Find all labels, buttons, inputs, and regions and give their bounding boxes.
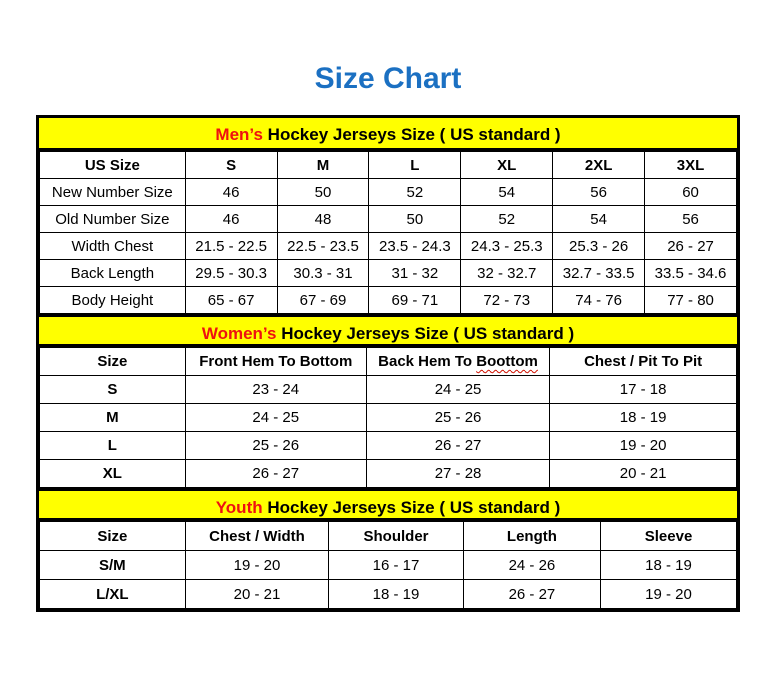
table-row bbox=[40, 376, 737, 404]
column-header: S bbox=[185, 152, 277, 179]
mens-section-header-text: Hockey Jerseys Size ( US standard ) bbox=[262, 125, 561, 144]
womens-table-body bbox=[40, 376, 737, 488]
cell-value: 24 - 25 bbox=[185, 404, 366, 432]
row-label: L/XL bbox=[40, 580, 186, 609]
cell-value: 26 - 27 bbox=[645, 233, 737, 260]
column-header: Length bbox=[463, 522, 600, 551]
column-header: Size bbox=[40, 522, 186, 551]
cell-value: 18 - 19 bbox=[601, 551, 737, 580]
header-row bbox=[40, 152, 737, 179]
table-row bbox=[40, 260, 737, 287]
cell-value: 65 - 67 bbox=[185, 287, 277, 314]
row-label: M bbox=[40, 404, 186, 432]
cell-value: 52 bbox=[461, 206, 553, 233]
column-header: Chest / Width bbox=[185, 522, 329, 551]
misspelled-word: Boottom bbox=[476, 353, 538, 370]
cell-value: 19 - 20 bbox=[601, 580, 737, 609]
table-row bbox=[40, 179, 737, 206]
youth-section bbox=[39, 488, 737, 609]
column-header: Size bbox=[40, 348, 186, 376]
cell-value: 26 - 27 bbox=[463, 580, 600, 609]
cell-value: 18 - 19 bbox=[550, 404, 737, 432]
column-header: Shoulder bbox=[329, 522, 464, 551]
table-row bbox=[40, 460, 737, 488]
womens-section-header bbox=[39, 314, 737, 347]
cell-value: 26 - 27 bbox=[185, 460, 366, 488]
youth-section-header bbox=[39, 488, 737, 521]
cell-value: 18 - 19 bbox=[329, 580, 464, 609]
cell-value: 50 bbox=[369, 206, 461, 233]
cell-value: 24 - 26 bbox=[463, 551, 600, 580]
column-header: Front Hem To Bottom bbox=[185, 348, 366, 376]
cell-value: 25 - 26 bbox=[366, 404, 549, 432]
mens-size-table bbox=[39, 151, 737, 314]
row-label: New Number Size bbox=[40, 179, 186, 206]
cell-value: 24 - 25 bbox=[366, 376, 549, 404]
cell-value: 46 bbox=[185, 206, 277, 233]
row-label: XL bbox=[40, 460, 186, 488]
womens-table-header bbox=[40, 348, 737, 376]
cell-value: 54 bbox=[553, 206, 645, 233]
youth-table-header bbox=[40, 522, 737, 551]
cell-value: 52 bbox=[369, 179, 461, 206]
cell-value: 30.3 - 31 bbox=[277, 260, 369, 287]
cell-value: 20 - 21 bbox=[550, 460, 737, 488]
cell-value: 19 - 20 bbox=[550, 432, 737, 460]
youth-section-header-text: Hockey Jerseys Size ( US standard ) bbox=[262, 498, 561, 517]
table-row bbox=[40, 551, 737, 580]
cell-value: 22.5 - 23.5 bbox=[277, 233, 369, 260]
cell-value: 33.5 - 34.6 bbox=[645, 260, 737, 287]
cell-value: 19 - 20 bbox=[185, 551, 329, 580]
womens-section-header-highlight: Women’s bbox=[201, 324, 277, 343]
row-label: L bbox=[40, 432, 186, 460]
mens-table-header bbox=[40, 152, 737, 179]
column-header: XL bbox=[461, 152, 553, 179]
youth-size-table bbox=[39, 521, 737, 609]
cell-value: 32 - 32.7 bbox=[461, 260, 553, 287]
womens-section-header-text: Hockey Jerseys Size ( US standard ) bbox=[276, 324, 575, 343]
cell-value: 20 - 21 bbox=[185, 580, 329, 609]
row-label: S bbox=[40, 376, 186, 404]
womens-section bbox=[39, 314, 737, 488]
column-header: 2XL bbox=[553, 152, 645, 179]
header-row bbox=[40, 522, 737, 551]
table-row bbox=[40, 287, 737, 314]
cell-value: 17 - 18 bbox=[550, 376, 737, 404]
cell-value: 29.5 - 30.3 bbox=[185, 260, 277, 287]
cell-value: 25 - 26 bbox=[185, 432, 366, 460]
cell-value: 32.7 - 33.5 bbox=[553, 260, 645, 287]
cell-value: 48 bbox=[277, 206, 369, 233]
cell-value: 67 - 69 bbox=[277, 287, 369, 314]
column-header: 3XL bbox=[645, 152, 737, 179]
row-label: Old Number Size bbox=[40, 206, 186, 233]
table-row bbox=[40, 580, 737, 609]
column-header: US Size bbox=[40, 152, 186, 179]
row-label: Body Height bbox=[40, 287, 186, 314]
table-row bbox=[40, 404, 737, 432]
cell-value: 26 - 27 bbox=[366, 432, 549, 460]
column-header: Back Hem To Boottom bbox=[366, 348, 549, 376]
table-row bbox=[40, 233, 737, 260]
mens-table-body bbox=[40, 179, 737, 314]
cell-value: 56 bbox=[645, 206, 737, 233]
table-row bbox=[40, 206, 737, 233]
cell-value: 72 - 73 bbox=[461, 287, 553, 314]
cell-value: 25.3 - 26 bbox=[553, 233, 645, 260]
row-label: Back Length bbox=[40, 260, 186, 287]
cell-value: 27 - 28 bbox=[366, 460, 549, 488]
cell-value: 24.3 - 25.3 bbox=[461, 233, 553, 260]
cell-value: 50 bbox=[277, 179, 369, 206]
cell-value: 21.5 - 22.5 bbox=[185, 233, 277, 260]
youth-table-body bbox=[40, 551, 737, 609]
cell-value: 77 - 80 bbox=[645, 287, 737, 314]
cell-value: 54 bbox=[461, 179, 553, 206]
column-header: Sleeve bbox=[601, 522, 737, 551]
row-label: S/M bbox=[40, 551, 186, 580]
header-row bbox=[40, 348, 737, 376]
column-header: M bbox=[277, 152, 369, 179]
cell-value: 56 bbox=[553, 179, 645, 206]
cell-value: 46 bbox=[185, 179, 277, 206]
cell-value: 74 - 76 bbox=[553, 287, 645, 314]
column-header: Chest / Pit To Pit bbox=[550, 348, 737, 376]
cell-value: 16 - 17 bbox=[329, 551, 464, 580]
cell-value: 31 - 32 bbox=[369, 260, 461, 287]
size-chart bbox=[36, 115, 740, 612]
mens-section-header bbox=[39, 118, 737, 151]
cell-value: 69 - 71 bbox=[369, 287, 461, 314]
youth-section-header-highlight: Youth bbox=[215, 498, 263, 517]
cell-value: 23 - 24 bbox=[185, 376, 366, 404]
page-title: Size Chart bbox=[314, 62, 462, 95]
table-row bbox=[40, 432, 737, 460]
mens-section-header-highlight: Men’s bbox=[215, 125, 263, 144]
column-header: L bbox=[369, 152, 461, 179]
mens-section bbox=[39, 118, 737, 314]
row-label: Width Chest bbox=[40, 233, 186, 260]
womens-size-table bbox=[39, 347, 737, 488]
cell-value: 60 bbox=[645, 179, 737, 206]
cell-value: 23.5 - 24.3 bbox=[369, 233, 461, 260]
